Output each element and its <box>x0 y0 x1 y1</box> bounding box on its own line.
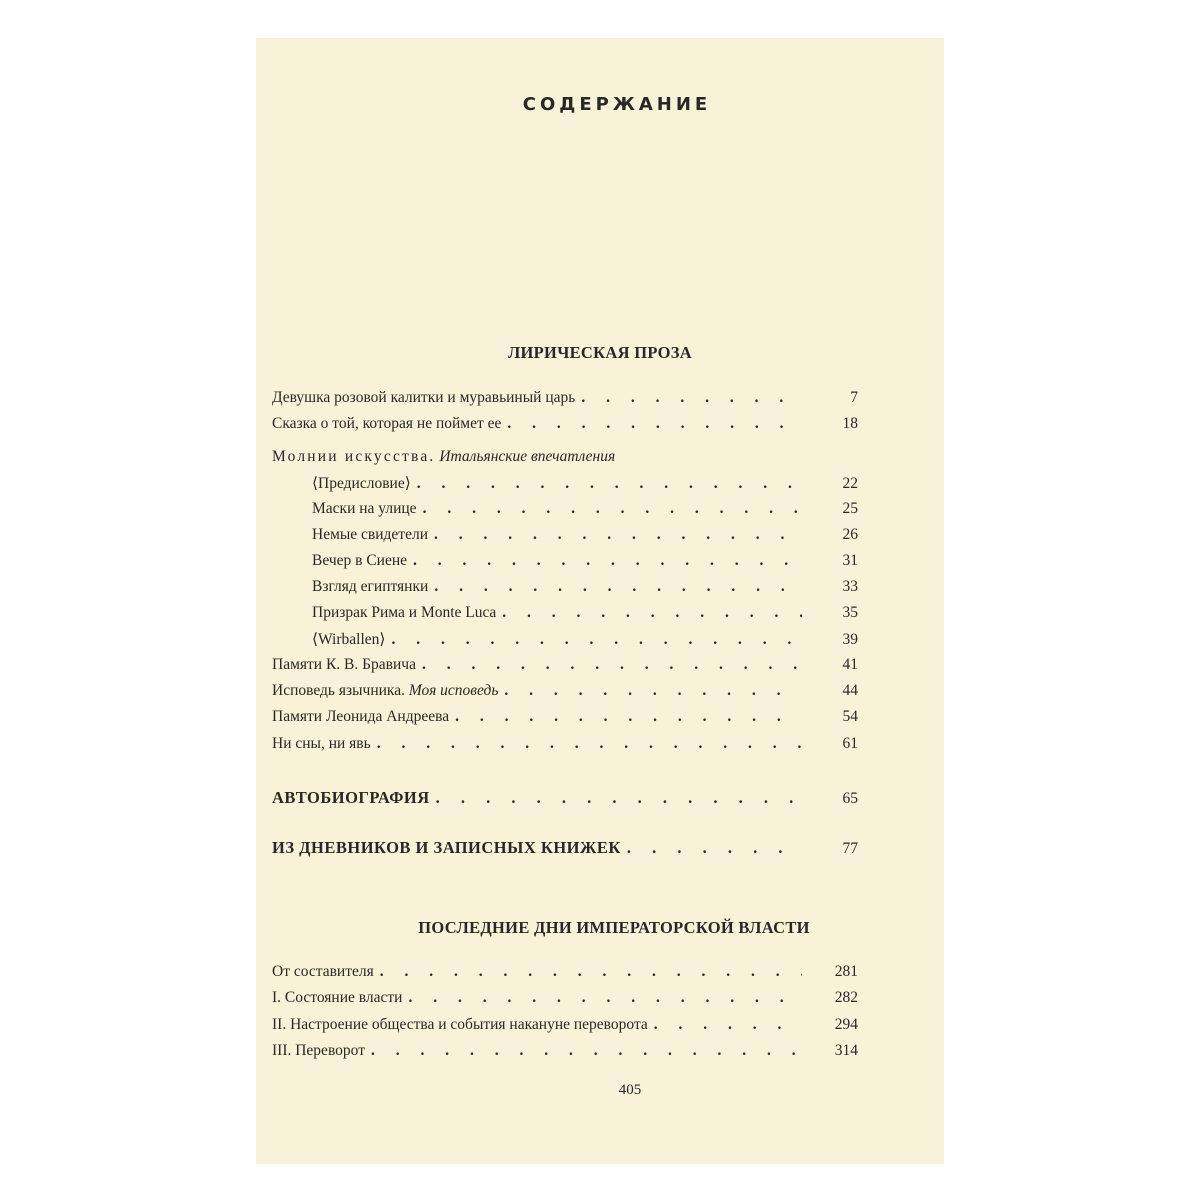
dot-leader <box>371 735 802 753</box>
toc-entry-title: Ни сны, ни явь <box>272 735 371 752</box>
toc-entry-title: ⟨Wirballen⟩ <box>312 631 386 648</box>
toc-entry-title-main: Молнии искусства. <box>272 448 436 465</box>
toc-entry-subtitle: Моя исповедь <box>408 682 499 699</box>
toc-entry-page: 44 <box>842 682 858 699</box>
dot-leader <box>449 708 802 726</box>
page-number: 405 <box>618 1082 642 1098</box>
dot-leader <box>416 656 802 674</box>
dot-leader <box>374 963 802 981</box>
toc-entry[interactable] <box>272 415 858 441</box>
toc-entry-title <box>272 682 498 700</box>
toc-entry-page: 294 <box>834 1016 858 1033</box>
toc-entry-page: 65 <box>842 790 858 807</box>
dot-leader <box>621 838 802 858</box>
toc-entry[interactable] <box>272 735 858 761</box>
section-heading-imperial-power: ПОСЛЕДНИЕ ДНИ ИМПЕРАТОРСКОЙ ВЛАСТИ <box>418 918 810 937</box>
toc-entry[interactable] <box>272 389 858 415</box>
toc-entry[interactable] <box>272 656 858 682</box>
toc-entry-title-main: Исповедь язычника. <box>272 682 405 699</box>
toc-entry-title: Девушка розовой калитки и муравьиный царь <box>272 389 576 406</box>
toc-entry-title: II. Настроение общества и события накануне переворота <box>272 1016 648 1033</box>
dot-leader <box>575 389 802 407</box>
dot-leader <box>402 989 802 1007</box>
toc-entry-title: Маски на улице <box>312 500 417 517</box>
toc-entry[interactable] <box>312 578 858 604</box>
toc-entry-page: 54 <box>842 708 858 725</box>
dot-leader <box>501 415 802 433</box>
dot-leader <box>496 604 802 622</box>
toc-entry-page: 282 <box>834 989 858 1006</box>
toc-entry-title: От составителя <box>272 963 374 980</box>
dot-leader <box>428 526 802 544</box>
contents-title: СОДЕРЖАНИЕ <box>522 94 712 115</box>
toc-entry-page: 33 <box>842 578 858 595</box>
toc-entry-title: Памяти К. В. Бравича <box>272 656 416 673</box>
toc-entry-page: 77 <box>842 840 858 857</box>
dot-leader <box>428 578 802 596</box>
dot-leader <box>385 631 802 649</box>
dot-leader <box>417 500 802 518</box>
toc-entry[interactable] <box>272 963 858 989</box>
toc-entry-subtitle: Итальянские впечатления <box>439 448 616 465</box>
toc-entry-title: III. Переворот <box>272 1042 365 1059</box>
book-page <box>256 38 944 1164</box>
toc-entry-page: 281 <box>834 963 858 980</box>
toc-entry-title: ⟨Предисловие⟩ <box>312 475 411 492</box>
toc-entry[interactable] <box>312 474 858 500</box>
toc-entry-page: 26 <box>842 526 858 543</box>
toc-entry-title: Памяти Леонида Андреева <box>272 708 450 725</box>
toc-entry-title: Вечер в Сиене <box>312 552 408 569</box>
toc-entry-major[interactable] <box>272 788 858 814</box>
toc-entry-page: 35 <box>842 604 858 621</box>
toc-entry-page: 25 <box>842 500 858 517</box>
toc-entry[interactable] <box>312 604 858 630</box>
toc-entry[interactable] <box>312 526 858 552</box>
toc-entry-title: Немые свидетели <box>312 526 428 543</box>
toc-entry-title: ИЗ ДНЕВНИКОВ И ЗАПИСНЫХ КНИЖЕК <box>272 838 621 857</box>
toc-entry-title: Призрак Рима и Monte Luca <box>312 604 497 621</box>
toc-entry[interactable] <box>272 989 858 1015</box>
toc-entry-page: 41 <box>842 656 858 673</box>
dot-leader <box>407 552 802 570</box>
toc-entry-group[interactable] <box>272 448 858 474</box>
dot-leader <box>430 788 802 808</box>
toc-entry-major[interactable] <box>272 838 858 864</box>
toc-entry-title <box>272 448 615 466</box>
toc-entry-title: АВТОБИОГРАФИЯ <box>272 788 430 807</box>
toc-entry-page: 61 <box>842 735 858 752</box>
dot-leader <box>648 1016 802 1034</box>
toc-entry-page: 7 <box>850 389 858 406</box>
dot-leader <box>365 1042 802 1060</box>
toc-entry[interactable] <box>312 552 858 578</box>
toc-entry-title: Сказка о той, которая не поймет ее <box>272 415 502 432</box>
toc-entry-page: 39 <box>842 631 858 648</box>
toc-entry[interactable] <box>312 630 858 656</box>
toc-entry[interactable] <box>312 500 858 526</box>
toc-entry-title: Взгляд египтянки <box>312 578 429 595</box>
toc-entry[interactable] <box>272 682 858 708</box>
toc-entry-page: 31 <box>842 552 858 569</box>
toc-entry[interactable] <box>272 1042 858 1068</box>
toc-entry-title: I. Состояние власти <box>272 989 403 1006</box>
toc-entry[interactable] <box>272 708 858 734</box>
toc-entry-page: 22 <box>842 475 858 492</box>
toc-entry[interactable] <box>272 1016 858 1042</box>
toc-entry-page: 314 <box>834 1042 858 1059</box>
dot-leader <box>411 475 802 493</box>
toc-entry-page: 18 <box>842 415 858 432</box>
dot-leader <box>498 682 802 700</box>
section-heading-lyrical-prose: ЛИРИЧЕСКАЯ ПРОЗА <box>507 343 693 362</box>
